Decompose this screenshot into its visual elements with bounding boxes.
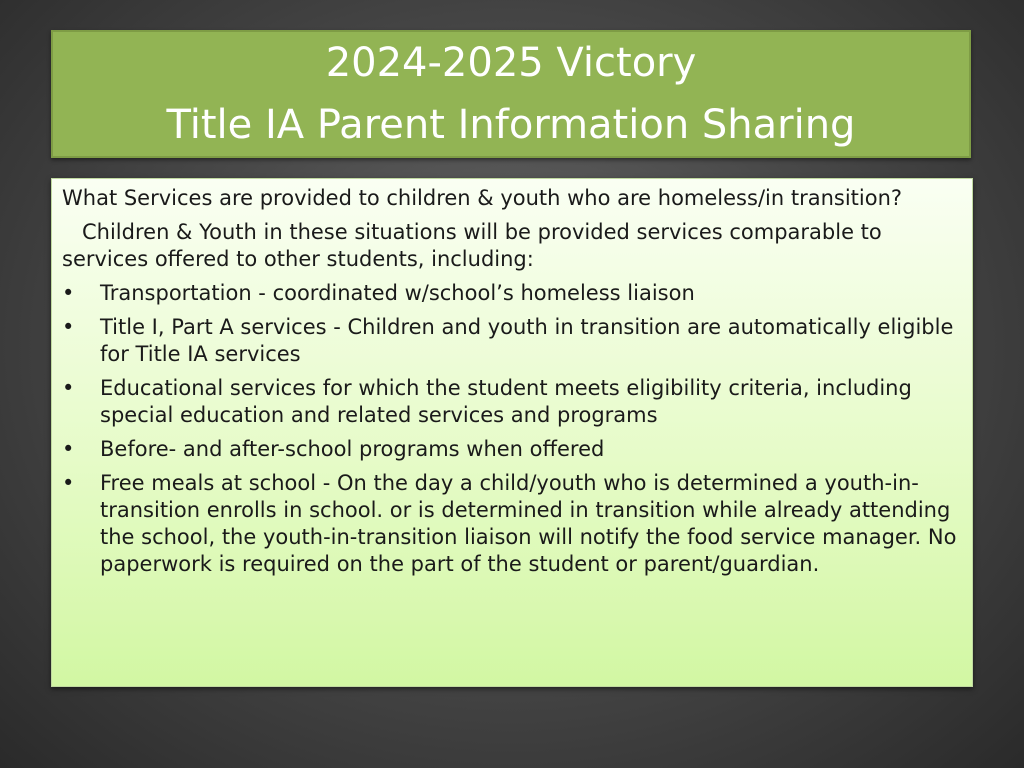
bullet-icon: •	[62, 281, 75, 305]
content-intro-text: Children & Youth in these situations will be provided services comparable to services offered to other students, including:	[62, 220, 882, 271]
list-item-text: Transportation - coordinated w/school’s homeless liaison	[100, 281, 695, 305]
bullet-icon: •	[62, 437, 75, 461]
bullet-icon: •	[62, 471, 75, 495]
list-item	[62, 470, 962, 578]
list-item	[62, 375, 962, 429]
list-item-text: Before- and after-school programs when offered	[100, 437, 605, 461]
list-item	[62, 436, 962, 463]
slide-title-box	[51, 30, 971, 158]
slide-title-line-1: 2024-2025 Victory	[325, 40, 697, 86]
list-item-text: Educational services for which the student meets eligibility criteria, including special education and related services and programs	[100, 376, 912, 427]
list-item	[62, 280, 962, 307]
slide-title-line-2: Title IA Parent Information Sharing	[166, 102, 856, 148]
bullet-icon: •	[62, 315, 75, 339]
list-item-text: Title I, Part A services - Children and youth in transition are automatically eligible for Title IA services	[100, 315, 954, 366]
content-intro	[62, 219, 962, 273]
list-item-text: Free meals at school - On the day a child/youth who is determined a youth-in-transition enrolls in school. or is determined in transition while already attending the school, the youth-in-transition liaison will notify the food service manager. No paperwork is required on the part of the student or parent/guardian.	[100, 471, 957, 576]
bullet-icon: •	[62, 376, 75, 400]
content-question: What Services are provided to children & youth who are homeless/in transition?	[62, 186, 903, 210]
slide-content-box	[51, 178, 973, 687]
services-list	[62, 280, 962, 578]
list-item	[62, 314, 962, 368]
